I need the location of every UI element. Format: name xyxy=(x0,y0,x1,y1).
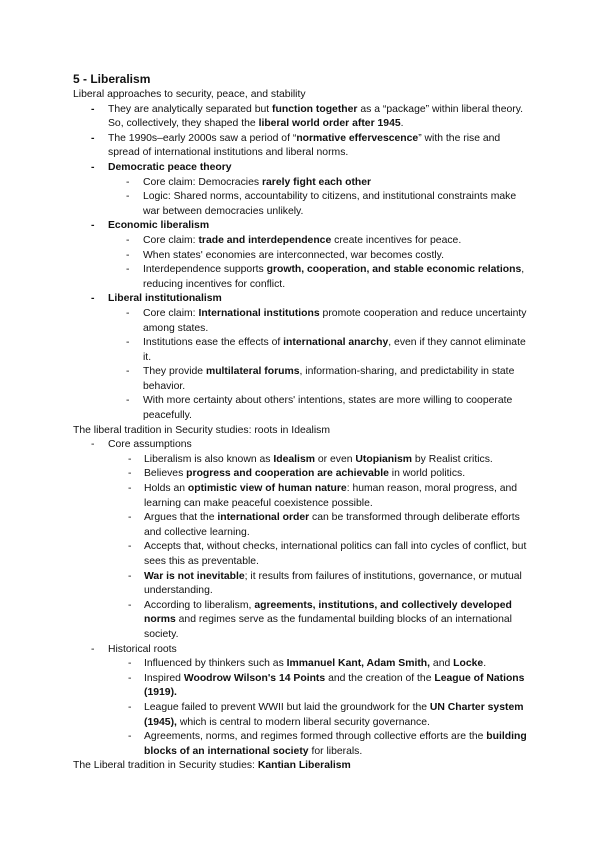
page-title: 5 - Liberalism xyxy=(73,72,151,86)
economic-liberalism-list xyxy=(108,234,533,292)
economic-liberalism-heading: - Economic liberalism xyxy=(108,220,210,232)
core-assumptions-heading: - Core assumptions xyxy=(108,439,192,451)
section-historical-roots xyxy=(73,643,533,760)
list-item: - Interdependence supports growth, cooperation, and stable economic relations, reducing incentives for conflict. xyxy=(108,263,533,292)
section-economic-liberalism xyxy=(73,219,533,292)
list-item: - Accepts that, without checks, international politics can fall into cycles of conflict, but sees this as preventable. xyxy=(108,540,533,569)
kantian-section-line: The Liberal tradition in Security studies: Kantian Liberalism xyxy=(73,760,351,772)
list-item: - Institutions ease the effects of international anarchy, even if they cannot eliminate it. xyxy=(108,336,533,365)
list-item: - Believes progress and cooperation are achievable in world politics. xyxy=(108,467,533,482)
list-item: - According to liberalism, agreements, institutions, and collectively developed norms and regimes serve as the fundamental building blocks of an international society. xyxy=(108,599,533,643)
idealism-list xyxy=(73,438,533,759)
list-item-nineties: - The 1990s–early 2000s saw a period of “normative effervescence” with the rise and spread of international institutions and liberal norms. xyxy=(73,132,533,161)
list-item: - With more certainty about others' intentions, states are more willing to cooperate peacefully. xyxy=(108,394,533,423)
historical-roots-list xyxy=(108,657,533,759)
section-core-assumptions xyxy=(73,438,533,642)
list-item: - Logic: Shared norms, accountability to citizens, and institutional constraints make war between democracies unlikely. xyxy=(108,190,533,219)
section-democratic-peace xyxy=(73,161,533,219)
liberalism-list xyxy=(73,103,533,424)
list-item: - Agreements, norms, and regimes formed through collective efforts are the building blocks of an international society for liberals. xyxy=(108,730,533,759)
list-item: - War is not inevitable; it results from failures of institutions, governance, or mutual understanding. xyxy=(108,570,533,599)
list-item: - Core claim: Democracies rarely fight each other xyxy=(108,176,533,191)
section-liberal-institutionalism xyxy=(73,292,533,423)
liberal-institutionalism-list xyxy=(108,307,533,424)
document-content xyxy=(73,72,533,774)
idealism-section-line: The liberal tradition in Security studies: roots in Idealism xyxy=(73,424,330,436)
list-item: - League failed to prevent WWII but laid the groundwork for the UN Charter system (1945), which is central to modern liberal security governance. xyxy=(108,701,533,730)
list-item: - Influenced by thinkers such as Immanuel Kant, Adam Smith, and Locke. xyxy=(108,657,533,672)
list-item: - Argues that the international order can be transformed through deliberate efforts and collective learning. xyxy=(108,511,533,540)
historical-roots-heading: - Historical roots xyxy=(108,643,177,655)
democratic-peace-list xyxy=(108,176,533,220)
list-item: - When states' economies are interconnected, war becomes costly. xyxy=(108,249,533,264)
democratic-peace-heading: - Democratic peace theory xyxy=(108,161,232,173)
list-item: - They provide multilateral forums, information-sharing, and predictability in state behavior. xyxy=(108,365,533,394)
list-item: - Core claim: International institutions promote cooperation and reduce uncertainty among states. xyxy=(108,307,533,336)
core-assumptions-list xyxy=(108,453,533,643)
list-item: - Inspired Woodrow Wilson's 14 Points and the creation of the League of Nations (1919). xyxy=(108,672,533,701)
list-item: - Liberalism is also known as Idealism or even Utopianism by Realist critics. xyxy=(108,453,533,468)
liberal-institutionalism-heading: - Liberal institutionalism xyxy=(108,293,222,305)
list-item-package: - They are analytically separated but function together as a “package” within liberal theory. So, collectively, they shaped the liberal world order after 1945. xyxy=(73,103,533,132)
intro-line: Liberal approaches to security, peace, and stability xyxy=(73,89,306,100)
list-item: - Holds an optimistic view of human nature: human reason, moral progress, and learning can make peaceful coexistence possible. xyxy=(108,482,533,511)
list-item: - Core claim: trade and interdependence create incentives for peace. xyxy=(108,234,533,249)
